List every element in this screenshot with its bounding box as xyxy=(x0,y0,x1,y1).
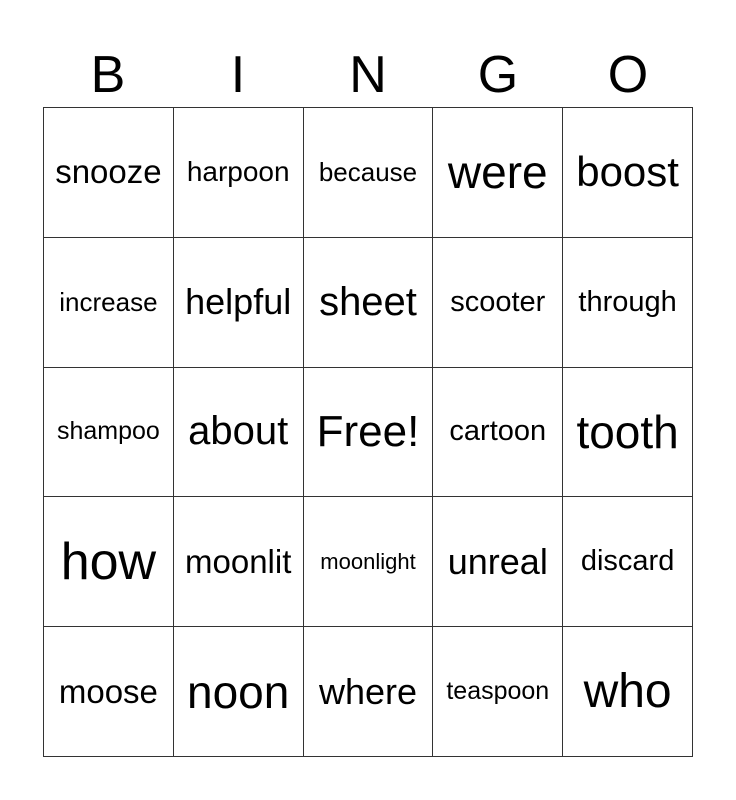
header-letter-b: B xyxy=(90,46,126,104)
board-row-3 xyxy=(44,367,693,497)
bingo-header xyxy=(43,42,693,108)
board-row-1 xyxy=(44,108,693,238)
board-row-2 xyxy=(44,237,693,367)
header-letter-i: I xyxy=(230,46,246,104)
bingo-cell[interactable]: were xyxy=(433,108,563,238)
bingo-cell[interactable]: harpoon xyxy=(173,108,303,238)
bingo-cell[interactable]: tooth xyxy=(563,367,693,497)
bingo-cell[interactable]: increase xyxy=(44,237,174,367)
bingo-cell[interactable]: noon xyxy=(173,627,303,757)
bingo-cell[interactable]: how xyxy=(44,497,174,627)
bingo-cell[interactable]: about xyxy=(173,367,303,497)
bingo-cell[interactable]: helpful xyxy=(173,237,303,367)
bingo-board xyxy=(43,107,693,757)
bingo-cell[interactable]: moonlit xyxy=(173,497,303,627)
bingo-cell[interactable]: because xyxy=(303,108,433,238)
bingo-cell[interactable]: scooter xyxy=(433,237,563,367)
bingo-cell[interactable]: where xyxy=(303,627,433,757)
bingo-cell[interactable]: who xyxy=(563,627,693,757)
bingo-cell[interactable]: teaspoon xyxy=(433,627,563,757)
header-letter-o: O xyxy=(607,46,649,104)
bingo-cell[interactable]: cartoon xyxy=(433,367,563,497)
bingo-cell[interactable]: sheet xyxy=(303,237,433,367)
board-row-5 xyxy=(44,627,693,757)
bingo-cell[interactable]: through xyxy=(563,237,693,367)
bingo-cell[interactable]: boost xyxy=(563,108,693,238)
bingo-cell[interactable]: snooze xyxy=(44,108,174,238)
bingo-cell[interactable]: unreal xyxy=(433,497,563,627)
bingo-cell free-space[interactable]: Free! xyxy=(303,367,433,497)
header-letter-g: G xyxy=(477,46,519,104)
header-letter-n: N xyxy=(349,46,387,104)
bingo-cell[interactable]: discard xyxy=(563,497,693,627)
board-row-4 xyxy=(44,497,693,627)
bingo-cell[interactable]: moonlight xyxy=(303,497,433,627)
bingo-cell[interactable]: moose xyxy=(44,627,174,757)
bingo-cell[interactable]: shampoo xyxy=(44,367,174,497)
